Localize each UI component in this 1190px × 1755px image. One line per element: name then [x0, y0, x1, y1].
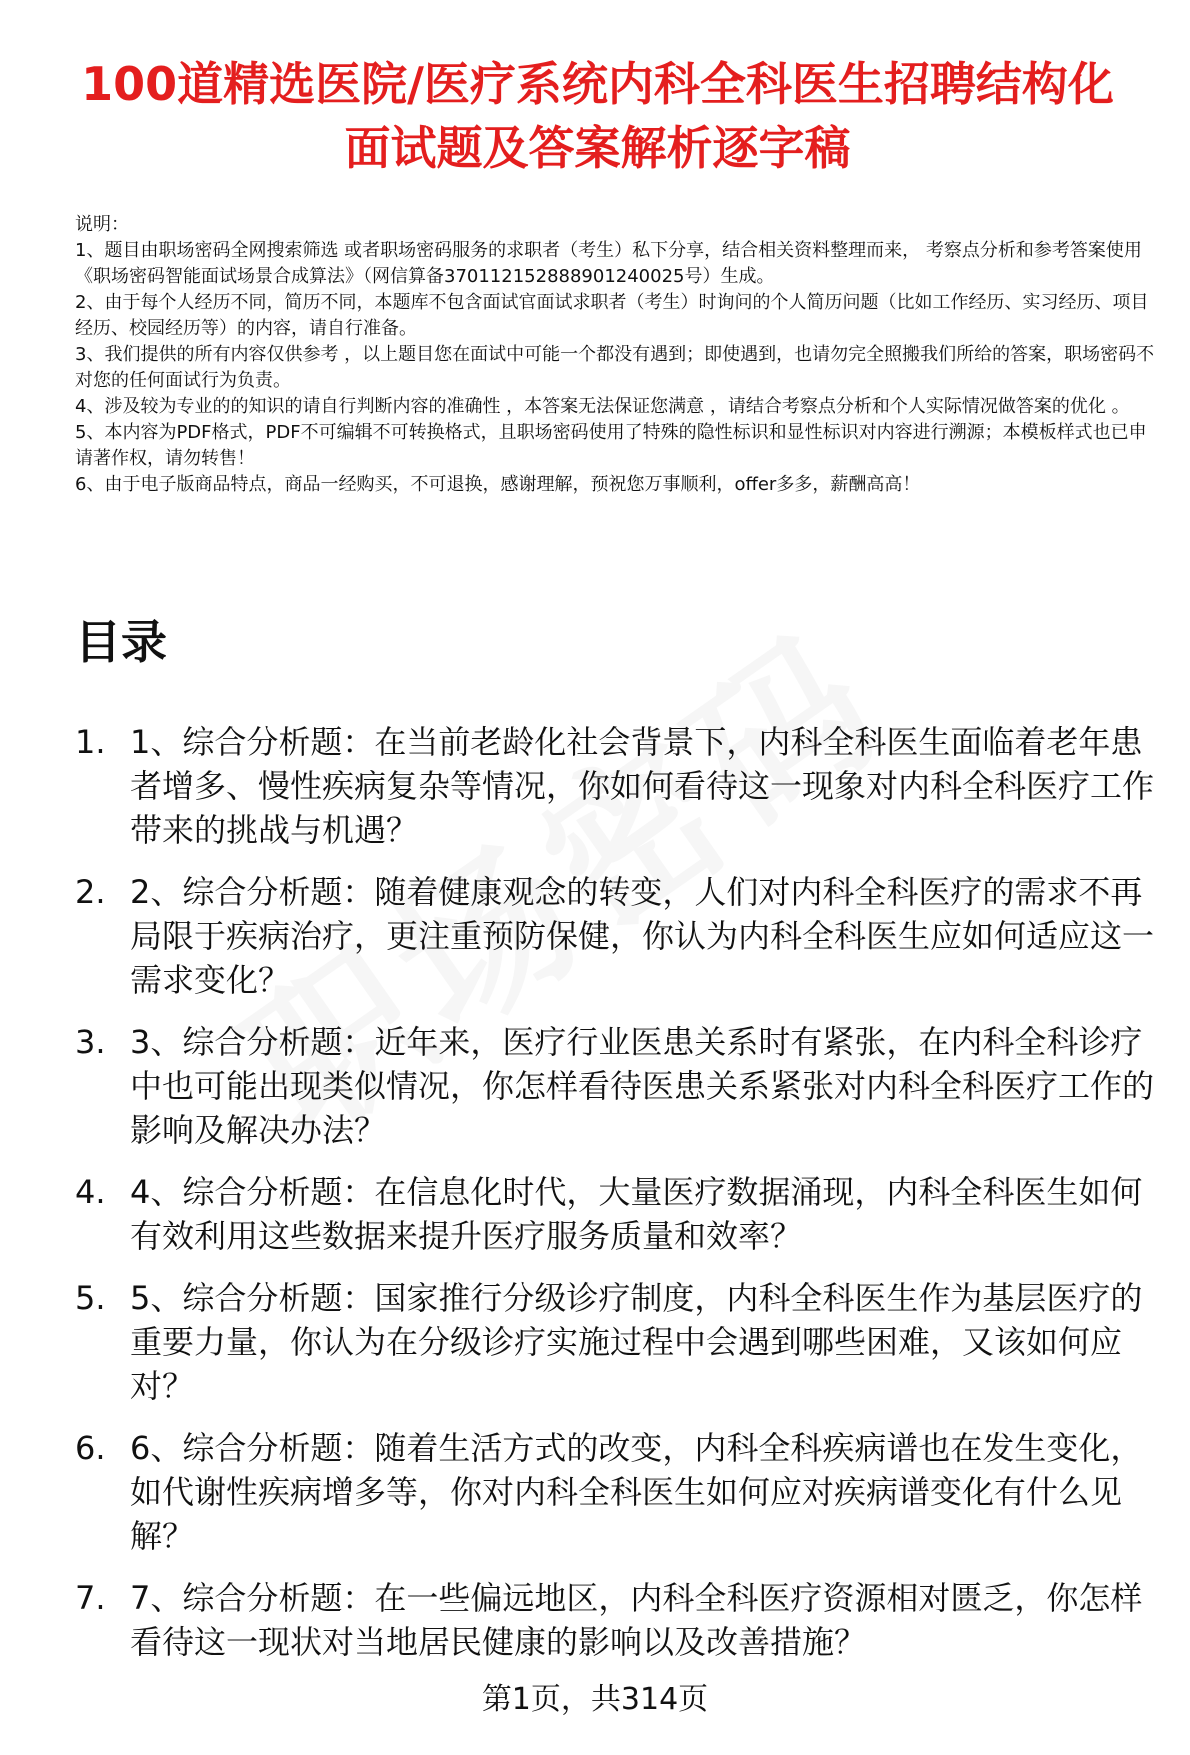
note-item: 6、由于电子版商品特点，商品一经购买，不可退换，感谢理解，预祝您万事顺利，offer多多，薪酬高高！	[75, 474, 921, 495]
toc-item-text: 5、综合分析题：国家推行分级诊疗制度，内科全科医生作为基层医疗的重要力量，你认为在分级诊疗实施过程中会遇到哪些困难，又该如何应对？	[130, 1279, 1143, 1405]
note-item: 2、由于每个人经历不同，简历不同，本题库不包含面试官面试求职者（考生）时询问的个人简历问题（比如工作经历、实习经历、项目经历、校园经历等）的内容，请自行准备。	[75, 292, 1149, 339]
toc-item-number: 1.	[75, 723, 106, 761]
toc-item[interactable]	[75, 1576, 1170, 1664]
toc-item[interactable]	[75, 1170, 1170, 1258]
page-footer: 第1页，共314页	[481, 1682, 709, 1717]
toc-item-text: 4、综合分析题：在信息化时代，大量医疗数据涌现，内科全科医生如何有效利用这些数据来提升医疗服务质量和效率？	[130, 1173, 1143, 1255]
toc-item-text: 1、综合分析题：在当前老龄化社会背景下，内科全科医生面临着老年患者增多、慢性疾病复杂等情况，你如何看待这一现象对内科全科医疗工作带来的挑战与机遇？	[130, 723, 1155, 849]
toc-item[interactable]	[75, 1276, 1170, 1408]
notes-heading: 说明：	[75, 214, 129, 235]
toc-item-text: 2、综合分析题：随着健康观念的转变，人们对内科全科医疗的需求不再局限于疾病治疗，更注重预防保健，你认为内科全科医生应如何适应这一需求变化？	[130, 873, 1155, 999]
toc-item-text: 6、综合分析题：随着生活方式的改变，内科全科疾病谱也在发生变化，如代谢性疾病增多等，你对内科全科医生如何应对疾病谱变化有什么见解？	[130, 1429, 1143, 1555]
toc-item-text: 7、综合分析题：在一些偏远地区，内科全科医疗资源相对匮乏，你怎样看待这一现状对当地居民健康的影响以及改善措施？	[130, 1579, 1143, 1661]
toc-heading: 目录	[75, 615, 167, 669]
document-title: 100道精选医院/医疗系统内科全科医生招聘结构化面试题及答案解析逐字稿	[81, 57, 1114, 175]
note-item: 1、题目由职场密码全网搜索筛选 或者职场密码服务的求职者（考生）私下分享，结合相关资料整理而来， 考察点分析和参考答案使用《职场密码智能面试场景合成算法》（网信算备370112152888901240025号）生成。	[75, 240, 1142, 287]
toc-item[interactable]	[75, 1426, 1170, 1558]
note-item: 4、涉及较为专业的的知识的请自行判断内容的准确性 ，本答案无法保证您满意 ，请结合考察点分析和个人实际情况做答案的优化 。	[75, 396, 1130, 417]
toc-list	[75, 720, 1170, 1682]
toc-item-number: 3.	[75, 1023, 106, 1061]
toc-item[interactable]	[75, 1020, 1170, 1152]
toc-item[interactable]	[75, 720, 1170, 852]
toc-item-number: 6.	[75, 1429, 106, 1467]
toc-item-number: 7.	[75, 1579, 106, 1617]
toc-item-number: 4.	[75, 1173, 106, 1211]
notes-section	[75, 212, 1160, 498]
toc-item-number: 2.	[75, 873, 106, 911]
toc-item-number: 5.	[75, 1279, 106, 1317]
note-item: 5、本内容为PDF格式，PDF不可编辑不可转换格式，且职场密码使用了特殊的隐性标识和显性标识对内容进行溯源；本模板样式也已申请著作权，请勿转售！	[75, 422, 1147, 469]
toc-item[interactable]	[75, 870, 1170, 1002]
note-item: 3、我们提供的所有内容仅供参考 ，以上题目您在面试中可能一个都没有遇到；即使遇到，也请勿完全照搬我们所给的答案，职场密码不对您的任何面试行为负责。	[75, 344, 1155, 391]
toc-item-text: 3、综合分析题：近年来，医疗行业医患关系时有紧张，在内科全科诊疗中也可能出现类似情况，你怎样看待医患关系紧张对内科全科医疗工作的影响及解决办法？	[130, 1023, 1155, 1149]
